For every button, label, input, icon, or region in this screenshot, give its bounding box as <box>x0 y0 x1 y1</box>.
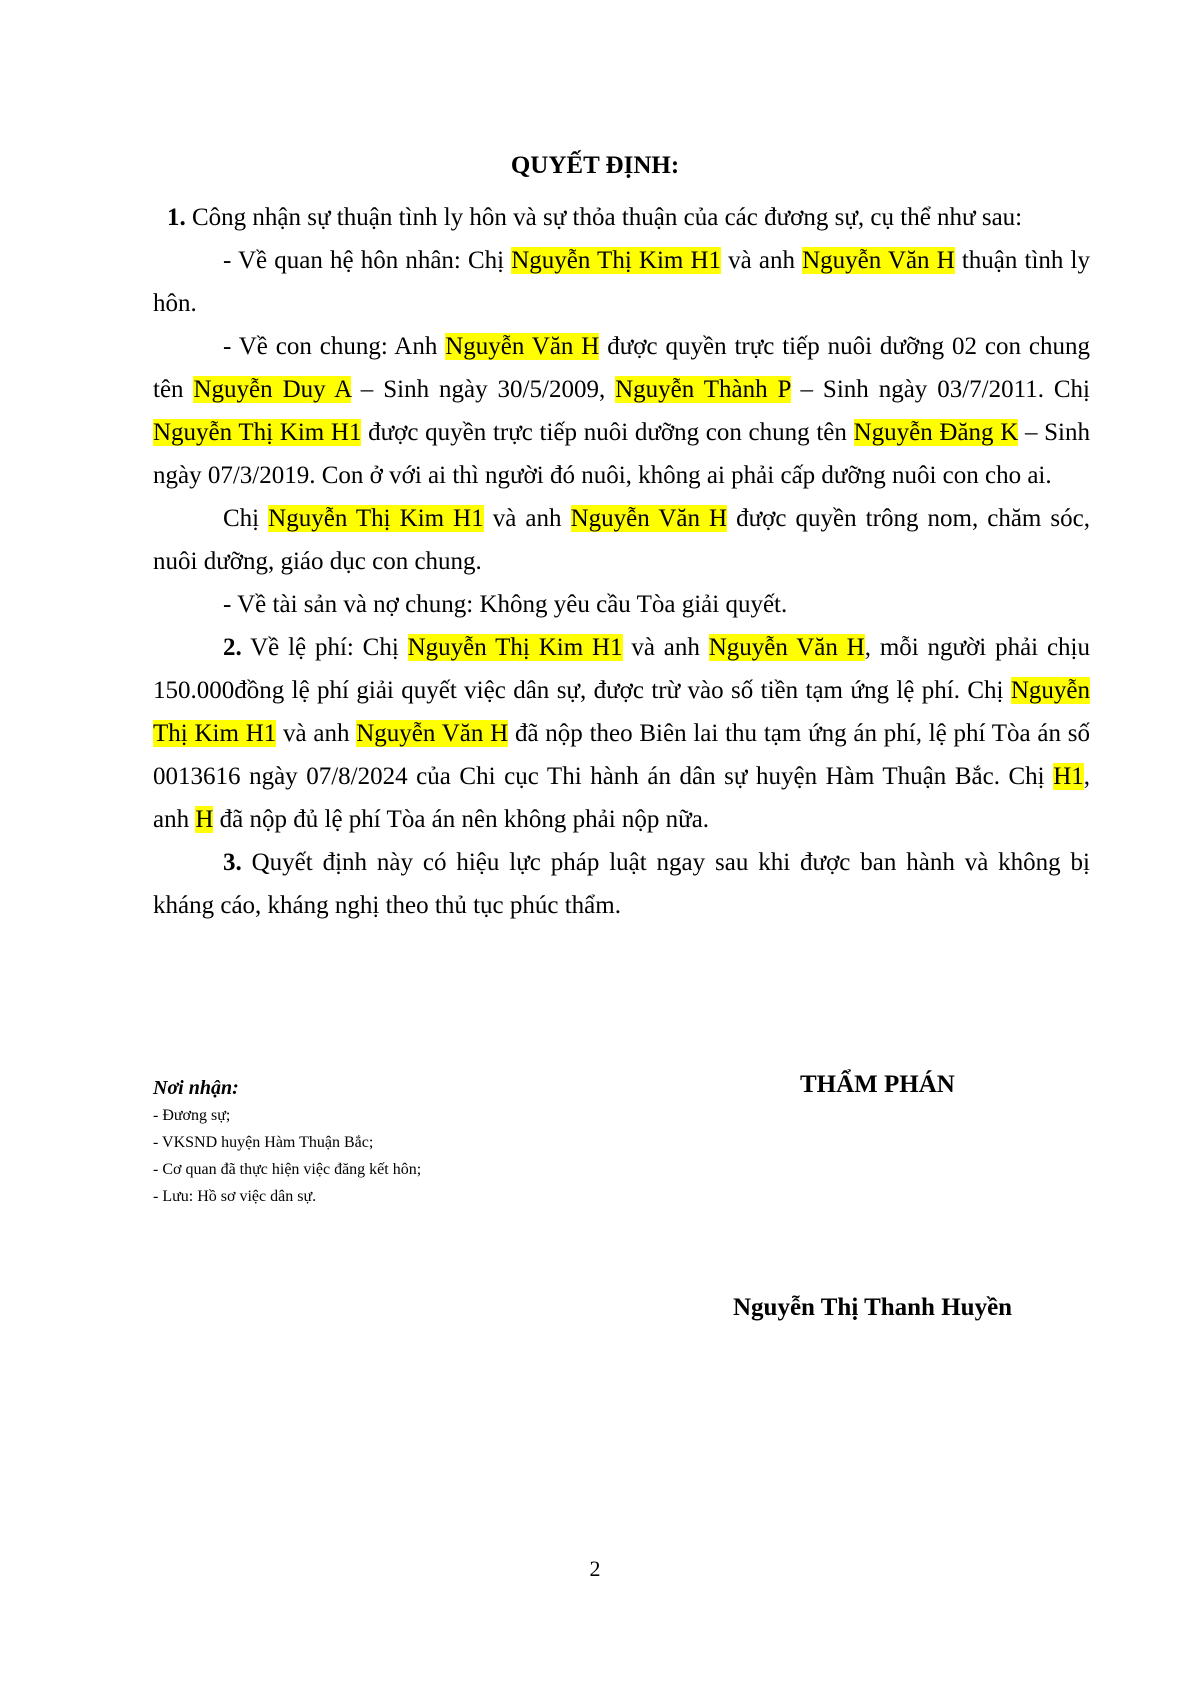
highlighted-name: Nguyễn Văn H <box>802 247 955 274</box>
highlighted-name: H1 <box>1053 763 1084 790</box>
text-run: được quyền trực tiếp nuôi dưỡng con chung tên <box>361 419 854 446</box>
highlighted-name: Nguyễn Văn H <box>708 634 865 661</box>
highlighted-name: Nguyễn Thị Kim H1 <box>511 247 722 274</box>
highlighted-name: Nguyễn Duy A <box>193 376 351 403</box>
highlighted-name: H <box>195 806 214 833</box>
decision-body <box>153 196 1090 927</box>
text-run: , anh <box>153 763 1090 833</box>
highlighted-name: Nguyễn Thị Kim H1 <box>153 419 362 446</box>
text-run: - Về con chung: Anh <box>223 333 446 360</box>
highlighted-name: Nguyễn Văn H <box>445 333 600 360</box>
judge-name: Nguyễn Thị Thanh Huyền <box>733 1294 1013 1321</box>
recipient-item: - Đương sự; <box>153 1107 231 1124</box>
text-run: và anh <box>276 720 357 747</box>
page-number: 2 <box>589 1556 601 1581</box>
recipient-item: - Lưu: Hồ sơ việc dân sự. <box>153 1188 317 1205</box>
marriage-relation-paragraph <box>153 239 1090 325</box>
text-run: Về lệ phí: Chị <box>241 634 408 661</box>
text-run: thuận tình ly hôn. <box>153 247 1090 317</box>
recipients-list <box>153 1102 673 1210</box>
text-run: đã nộp theo Biên lai thu tạm ứng án phí, lệ phí Tòa án số 0013616 ngày 07/8/2024 của Chi cục Thi hành án dân sự huyện Hàm Thuận Bắc. Chị <box>153 720 1090 790</box>
recipients-block <box>153 1074 673 1210</box>
text-run: – Sinh ngày 03/7/2011. Chị <box>790 376 1091 403</box>
highlighted-name: Nguyễn Thị Kim H1 <box>153 677 1090 747</box>
children-paragraph <box>153 325 1090 497</box>
text-run: và anh <box>622 634 709 661</box>
clause-2-fees <box>153 626 1090 841</box>
highlighted-name: Nguyễn Đăng K <box>853 419 1019 446</box>
clause-3-effect <box>153 841 1090 927</box>
text-run: và anh <box>483 505 571 532</box>
text-run: và anh <box>721 247 803 274</box>
clause-number: 2. <box>223 634 242 661</box>
decision-title: QUYẾT ĐỊNH: <box>510 152 680 179</box>
highlighted-name: Nguyễn Thành P <box>615 376 791 403</box>
clause-number: 3. <box>223 849 242 876</box>
recipient-item: - Cơ quan đã thực hiện việc đăng kết hôn; <box>153 1161 422 1178</box>
recipient-item: - VKSND huyện Hàm Thuận Bắc; <box>153 1134 374 1151</box>
highlighted-name: Nguyễn Thị Kim H1 <box>268 505 484 532</box>
text-run: , mỗi người phải chịu 150.000đồng lệ phí giải quyết việc dân sự, được trừ vào số tiền tạm ứng lệ phí. Chị <box>153 634 1090 704</box>
judge-title: THẨM PHÁN <box>800 1071 955 1098</box>
highlighted-name: Nguyễn Văn H <box>570 505 728 532</box>
clause-1 <box>153 196 1090 239</box>
text-run: – Sinh ngày 07/3/2019. Con ở với ai thì người đó nuôi, không ai phải cấp dưỡng nuôi con cho ai. <box>153 419 1090 489</box>
highlighted-name: Nguyễn Văn H <box>356 720 509 747</box>
clause-text: Công nhận sự thuận tình ly hôn và sự thỏa thuận của các đương sự, cụ thể như sau: <box>185 204 1023 231</box>
text-run: được quyền trông nom, chăm sóc, nuôi dưỡng, giáo dục con chung. <box>153 505 1090 575</box>
text-run: được quyền trực tiếp nuôi dưỡng 02 con chung tên <box>153 333 1090 403</box>
text-run: đã nộp đủ lệ phí Tòa án nên không phải nộp nữa. <box>213 806 710 833</box>
highlighted-name: Nguyễn Thị Kim H1 <box>407 634 623 661</box>
property-paragraph: - Về tài sản và nợ chung: Không yêu cầu Tòa giải quyết. <box>223 591 788 618</box>
clause-text: Quyết định này có hiệu lực pháp luật ngay sau khi được ban hành và không bị kháng cáo, kháng nghị theo thủ tục phúc thẩm. <box>153 849 1090 919</box>
text-run: – Sinh ngày 30/5/2009, <box>350 376 616 403</box>
text-run: Chị <box>223 505 269 532</box>
visitation-paragraph <box>153 497 1090 583</box>
text-run: - Về quan hệ hôn nhân: Chị <box>223 247 512 274</box>
recipients-heading: Nơi nhận: <box>153 1077 239 1099</box>
clause-number: 1. <box>167 204 186 231</box>
